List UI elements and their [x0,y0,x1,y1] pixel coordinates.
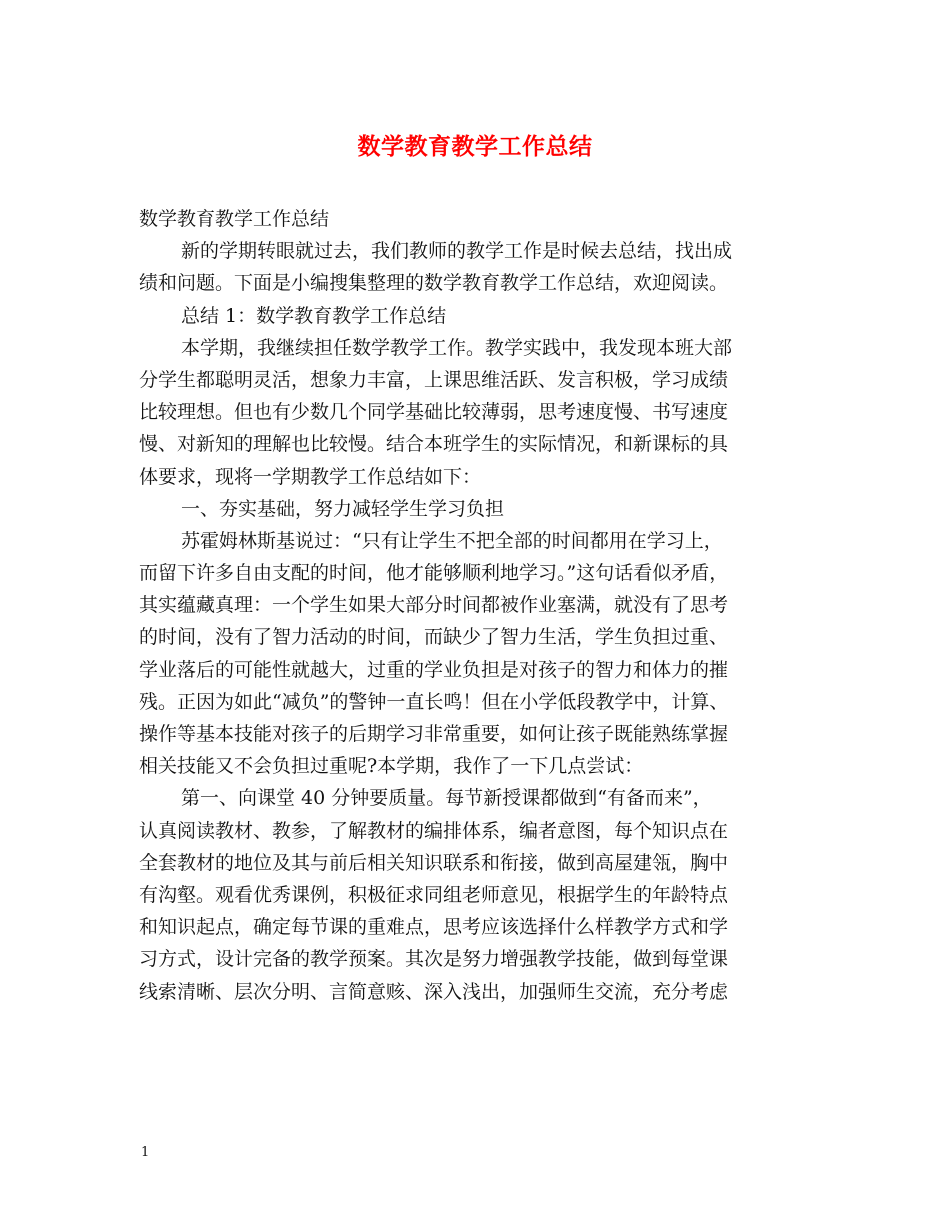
text-line: 本学期，我继续担任数学教学工作。教学实践中，我发现本班大部 [181,336,733,359]
text-line: 新的学期转眼就过去，我们教师的教学工作是时候去总结，找出成 [181,240,733,263]
text-line: 的时间，没有了智力活动的时间，而缺少了智力生活，学生负担过重、 [139,626,729,649]
text-line: 有沟壑。观看优秀课例，积极征求同组老师意见，根据学生的年龄特点 [139,883,729,906]
text-line: 相关技能又不会负担过重呢?本学期，我作了一下几点尝试： [139,755,644,778]
text-line: 线索清晰、层次分明、言简意赅、深入浅出，加强师生交流，充分考虑 [139,980,729,1003]
text-line: 数学教育教学工作总结 [139,208,330,230]
text-line: 其实蕴藏真理：一个学生如果大部分时间都被作业塞满，就没有了思考 [139,594,729,617]
document-title: 数学教育教学工作总结 [357,133,593,160]
text-line: 分学生都聪明灵活，想象力丰富，上课思维活跃、发言积极，学习成绩 [139,368,729,391]
text-line: 苏霍姆林斯基说过：“只有让学生不把全部的时间都用在学习上， [181,529,723,552]
text-line: 绩和问题。下面是小编搜集整理的数学教育教学工作总结，欢迎阅读。 [139,272,729,295]
text-line: 认真阅读教材、教参，了解教材的编排体系，编者意图，每个知识点在 [139,819,729,842]
text-line: 一、夯实基础，努力减轻学生学习负担 [181,497,505,520]
text-line: 学业落后的可能性就越大，过重的学业负担是对孩子的智力和体力的摧 [139,658,729,681]
page-number: 1 [141,1145,150,1160]
text-line: 操作等基本技能对孩子的后期学习非常重要，如何让孩子既能熟练掌握 [139,723,729,745]
text-line: 和知识起点，确定每节课的重难点，思考应该选择什么样教学方式和学 [139,916,729,939]
text-line: 全套教材的地位及其与前后相关知识联系和衔接，做到高屋建瓴，胸中 [139,851,729,874]
document-body [139,203,839,1008]
text-line: 而留下许多自由支配的时间，他才能够顺利地学习。”这句话看似矛盾， [139,562,729,585]
text-line: 残。正因为如此“减负”的警钟一直长鸣！但在小学低段教学中，计算、 [139,690,729,713]
text-line: 体要求，现将一学期教学工作总结如下： [139,465,482,488]
text-line: 总结 1：数学教育教学工作总结 [181,304,447,327]
text-line: 比较理想。但也有少数几个同学基础比较薄弱，思考速度慢、书写速度 [139,401,729,424]
text-line: 第一、向课堂 40 分钟要质量。每节新授课都做到“有备而来”， [181,787,712,810]
text-line: 习方式，设计完备的教学预案。其次是努力增强教学技能，做到每堂课 [139,948,729,971]
text-line: 慢、对新知的理解也比较慢。结合本班学生的实际情况，和新课标的具 [139,433,729,456]
